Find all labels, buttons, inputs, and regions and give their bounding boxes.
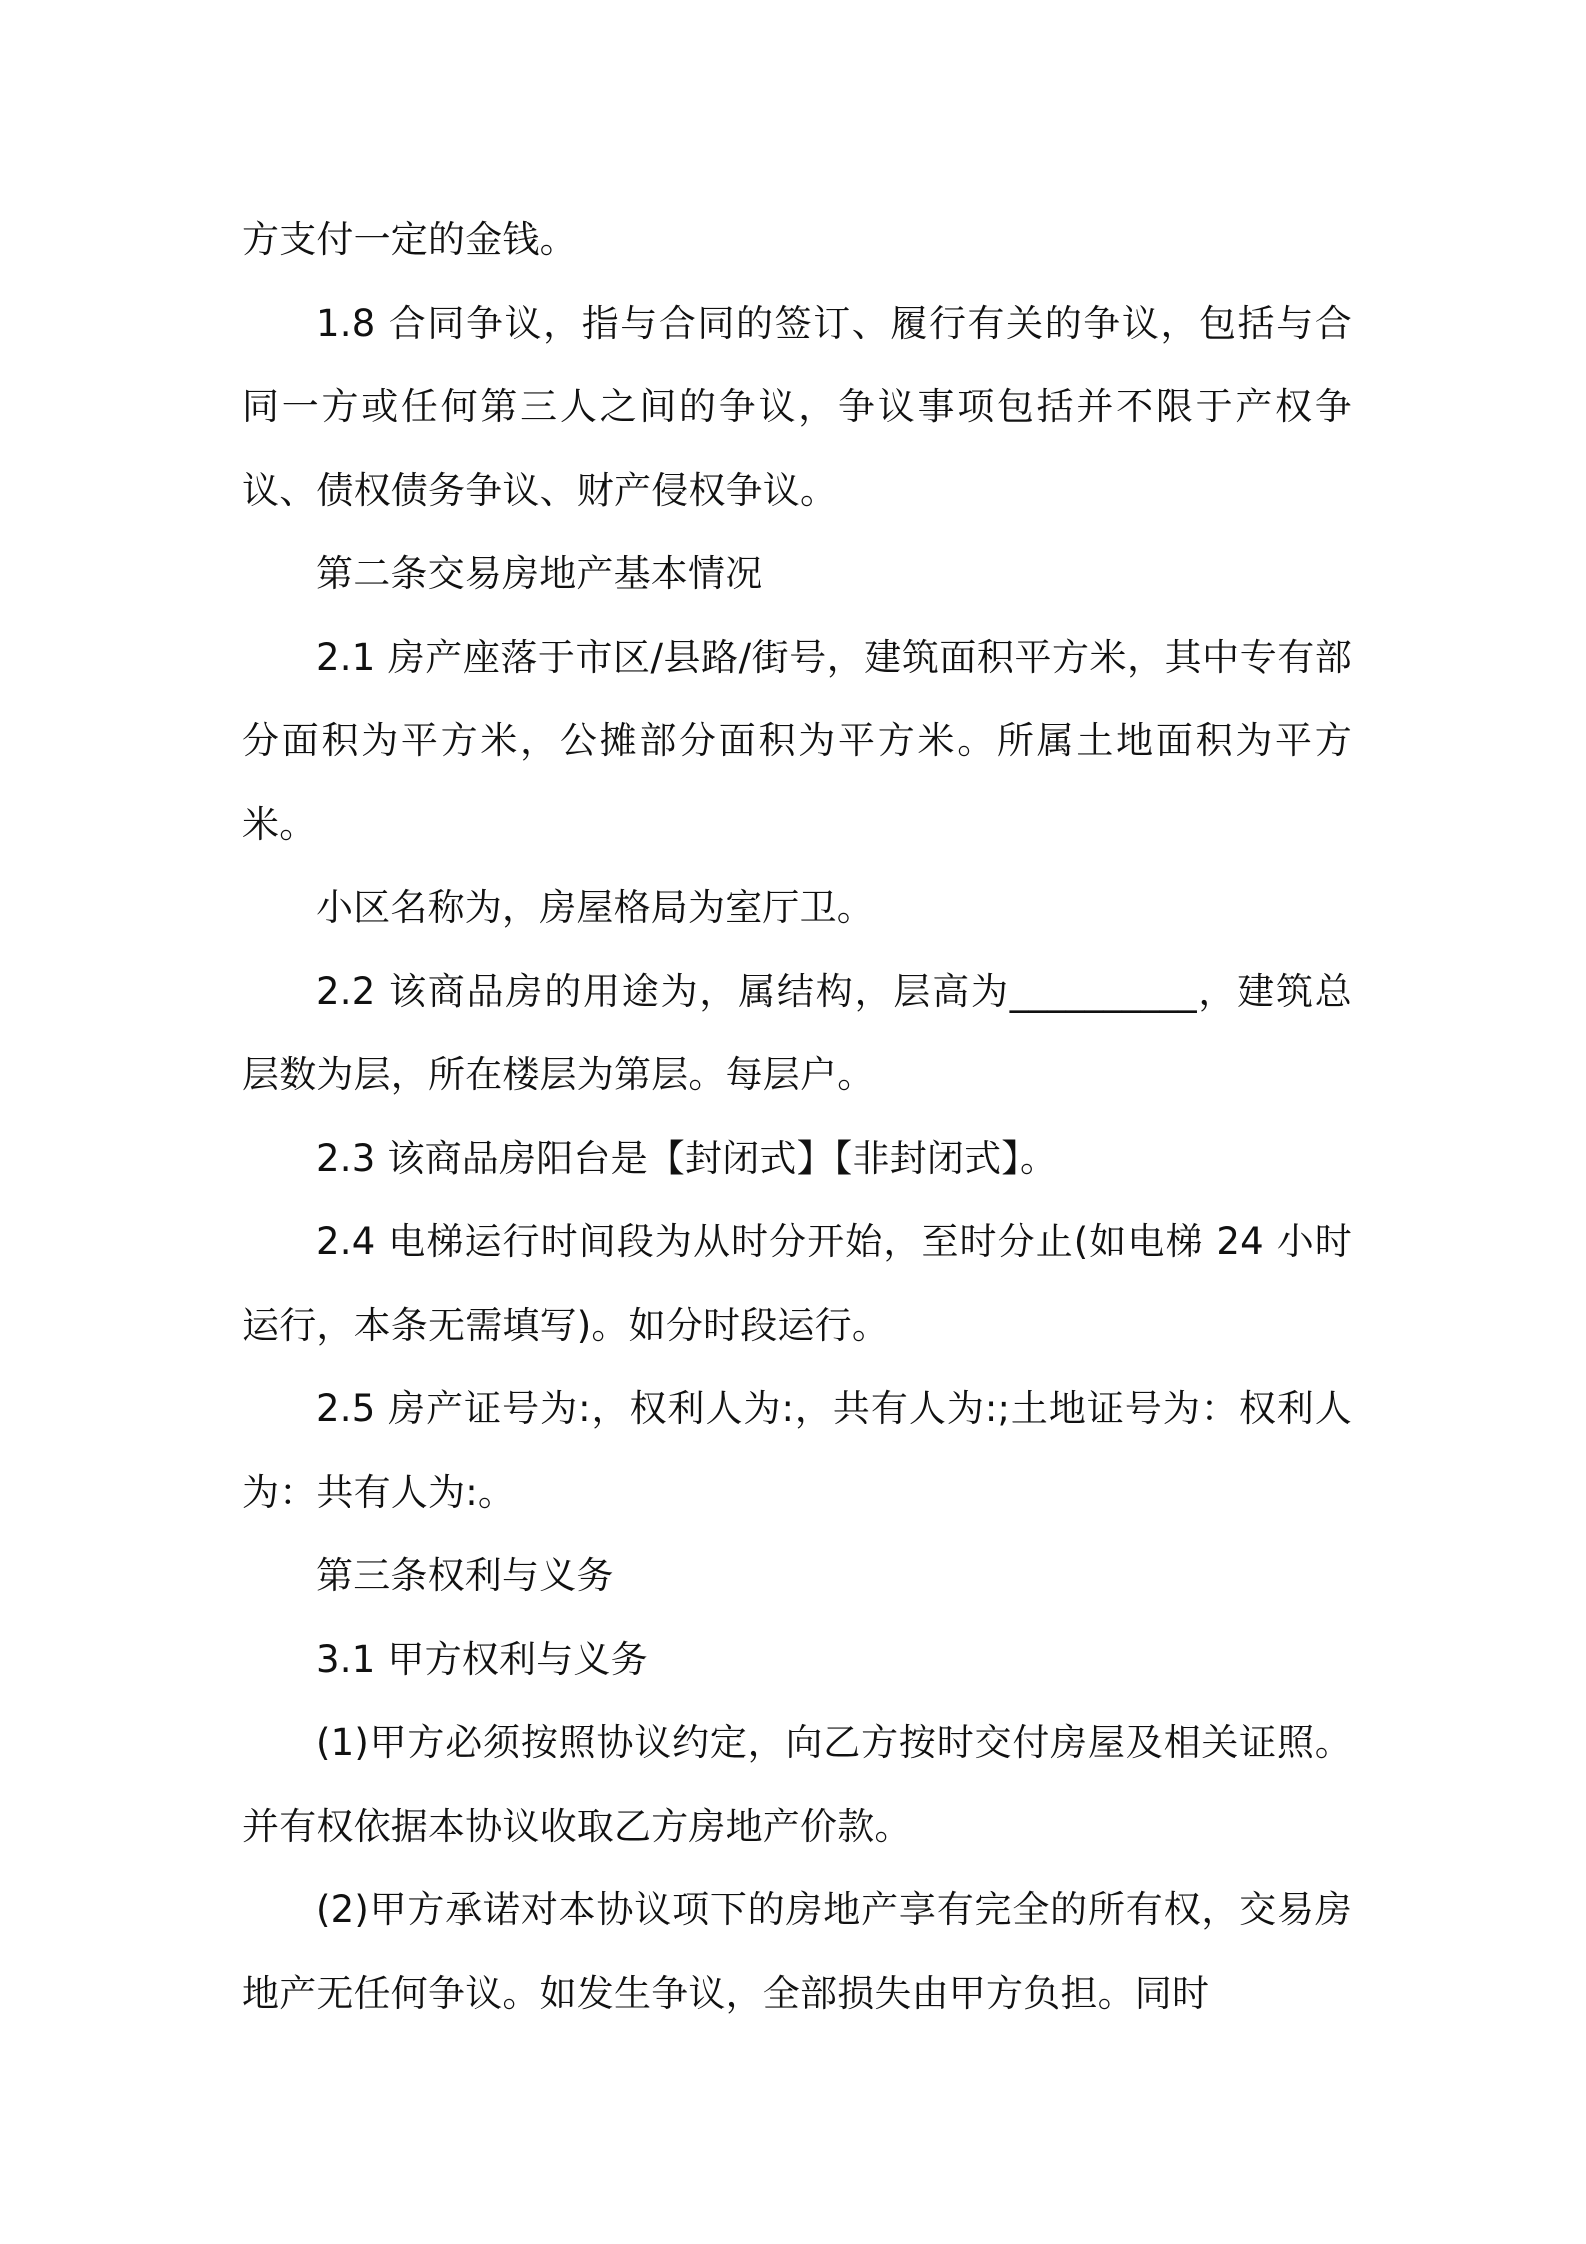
heading-article-three: 第三条权利与义务 — [316, 1554, 614, 1597]
paragraph-community-name: 小区名称为，房屋格局为室厅卫。 — [316, 886, 874, 929]
paragraph-2-5-certificate: 2.5 房产证号为:，权利人为:，共有人为:;土地证号为：权利人为：共有人为:。 — [242, 1387, 1352, 1514]
paragraph-party-a-item-1: (1)甲方必须按照协议约定，向乙方按时交付房屋及相关证照。并有权依据本协议收取乙方房地产价款。 — [242, 1721, 1352, 1848]
paragraph-continuation: 方支付一定的金钱。 — [242, 218, 577, 261]
paragraph-2-3-balcony: 2.3 该商品房阳台是【封闭式】【非封闭式】。 — [316, 1136, 1058, 1180]
document-body — [242, 198, 1352, 2035]
paragraph-2-1-property-location: 2.1 房产座落于市区/县路/街号，建筑面积平方米，其中专有部分面积为平方米，公摊部分面积为平方米。所属土地面积为平方米。 — [242, 635, 1352, 846]
paragraph-1-8-contract-dispute: 1.8 合同争议，指与合同的签订、履行有关的争议，包括与合同一方或任何第三人之间的争议，争议事项包括并不限于产权争议、债权债务争议、财产侵权争议。 — [242, 301, 1352, 512]
paragraph-3-1-party-a: 3.1 甲方权利与义务 — [316, 1637, 648, 1681]
paragraph-2-2-usage: 2.2 该商品房的用途为，属结构，层高为__________，建筑总层数为层，所在楼层为第层。每层户。 — [242, 969, 1352, 1096]
heading-article-two: 第二条交易房地产基本情况 — [316, 552, 763, 595]
paragraph-2-4-elevator: 2.4 电梯运行时间段为从时分开始，至时分止(如电梯 24 小时运行，本条无需填写)。如分时段运行。 — [242, 1220, 1352, 1347]
paragraph-party-a-item-2: (2)甲方承诺对本协议项下的房地产享有完全的所有权，交易房地产无任何争议。如发生争议，全部损失由甲方负担。同时 — [242, 1888, 1352, 2015]
